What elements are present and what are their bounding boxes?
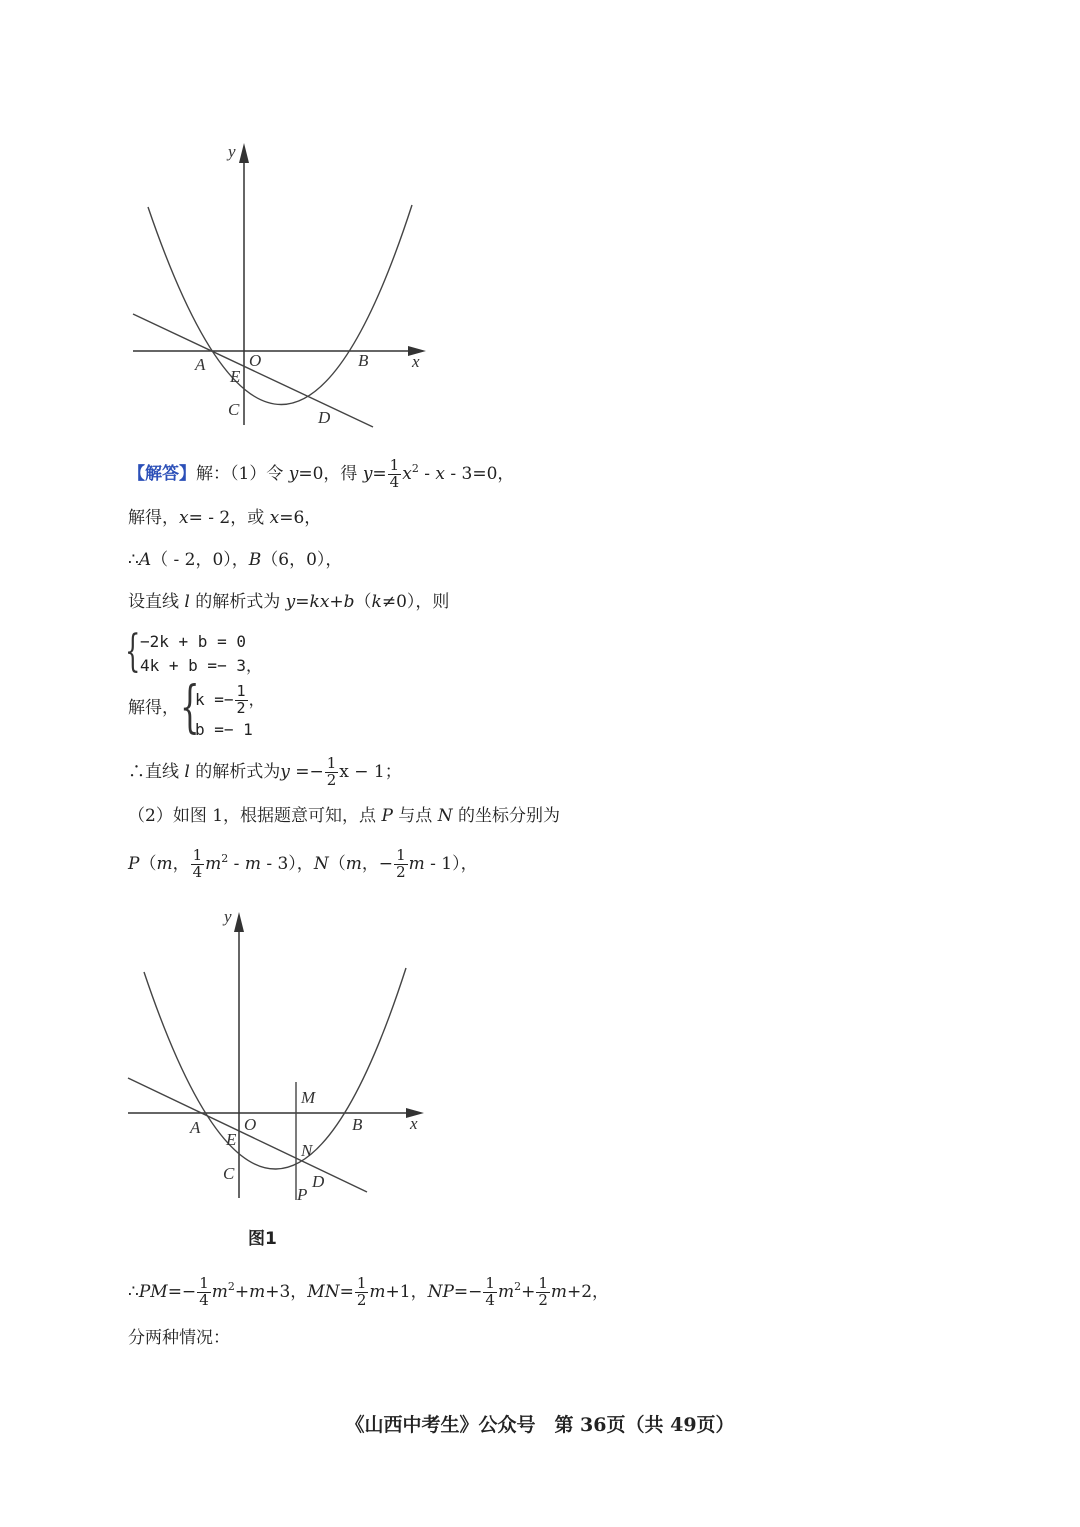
label-D: D	[318, 408, 331, 427]
label-B: B	[358, 351, 369, 370]
label-E: E	[226, 1130, 237, 1149]
label-x: x	[410, 1114, 418, 1133]
label-A: A	[190, 1118, 201, 1137]
fraction: $\frac{1}{4}$	[199, 1274, 209, 1309]
solution-line-11: 分两种情况：	[128, 1328, 230, 1348]
solution-line-8: （2）如图 1，根据题意可知，点 P 与点 N 的坐标分别为	[128, 806, 560, 826]
label-O: O	[249, 351, 262, 370]
label-N: N	[301, 1141, 313, 1160]
label-y: y	[224, 907, 232, 926]
fraction: $\frac{1}{2}$	[396, 846, 406, 881]
y-axis-arrow	[239, 143, 249, 163]
figure-1-diagram	[120, 900, 440, 1220]
solution-line-10: ∴PM=− $\frac{1}{4}$ $m^2+m+3$，MN= $\frac{1}{2}$ m+1，NP=− $\frac{1}{4}$ $m^2+$ $\frac{1}{2}$ m+2，	[128, 1274, 610, 1309]
fraction: $\frac{1}{2}$	[326, 754, 337, 789]
label-D: D	[312, 1172, 325, 1191]
system-2-lead: 解得，	[128, 698, 179, 718]
solution-line-4: 设直线 l 的解析式为 y=kx+b（k≠0），则	[128, 592, 450, 612]
system-2-eq2: b =− 1	[195, 720, 253, 739]
label-y: y	[228, 142, 236, 161]
solution-line-1: 【解答】解：（1）令 y=0，得 y= $\frac{1}{4}$ $x^2 - x - 3=0$，	[128, 456, 515, 491]
label-x: x	[412, 352, 420, 371]
label-E: E	[230, 367, 241, 386]
label-B: B	[352, 1115, 363, 1134]
figure-caption: 图1	[248, 1229, 277, 1249]
label-M: M	[301, 1088, 316, 1107]
fraction: $\frac{1}{4}$	[192, 846, 203, 881]
solution-line-3: ∴A（ - 2，0），B（6，0），	[128, 550, 343, 570]
fraction: $\frac{1}{2}$	[356, 1274, 367, 1309]
system-2-eq1: k =− $\frac{1}{2}$ ，	[195, 682, 265, 717]
fraction: $\frac{1}{4}$	[389, 456, 400, 491]
line-l	[133, 314, 373, 427]
parabola-curve	[148, 205, 412, 405]
answer-tag: 【解答】	[128, 463, 196, 484]
system-1-eq1: −2k + b = 0	[140, 632, 246, 651]
fraction: $\frac{1}{4}$	[485, 1274, 495, 1309]
figure-parabola-line	[120, 135, 440, 435]
line-l	[128, 1078, 367, 1192]
solution-line-2: 解得，x= - 2，或 x=6，	[128, 508, 322, 528]
label-C: C	[228, 400, 240, 419]
fraction: $\frac{1}{2}$	[538, 1274, 548, 1309]
solution-line-9: P（m， $\frac{1}{4}$ $m^2$ - m - 3），N（m，− $\frac{1}{2}$ m - 1），	[128, 846, 478, 881]
page-footer: 《山西中考生》公众号 第 36页（共 49页）	[345, 1414, 735, 1436]
y-axis-arrow	[234, 912, 244, 932]
label-P: P	[297, 1185, 308, 1204]
label-A: A	[195, 355, 206, 374]
solution-line-7: ∴直线 l 的解析式为y =− $\frac{1}{2}$ x − 1；	[128, 754, 402, 789]
parabola-curve	[144, 968, 406, 1169]
label-O: O	[244, 1115, 257, 1134]
brace-system-2: {	[180, 675, 200, 740]
system-1-eq2: 4k + b =− 3，	[140, 656, 262, 675]
label-C: C	[223, 1164, 235, 1183]
brace-system-1: {	[125, 626, 141, 677]
fraction: $\frac{1}{2}$	[236, 682, 246, 717]
